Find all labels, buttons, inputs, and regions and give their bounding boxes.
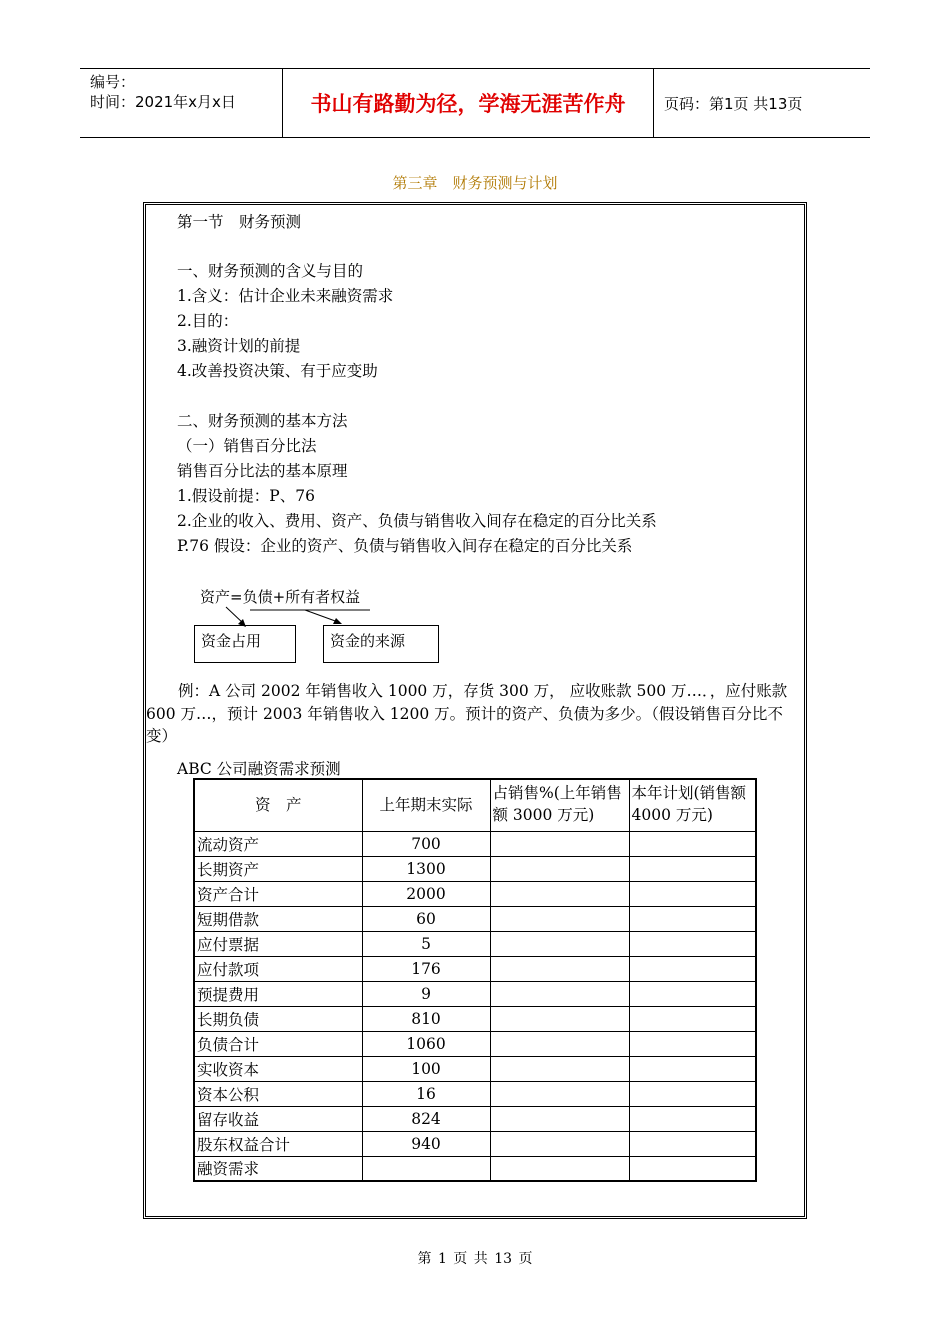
- row-actual-value: 2000: [362, 881, 490, 906]
- table-row: [194, 1031, 756, 1056]
- table-row: [194, 856, 756, 881]
- table-row: [194, 1131, 756, 1156]
- row-actual-value: 16: [362, 1081, 490, 1106]
- row-plan-cell: [629, 1106, 756, 1131]
- forecast-table: [193, 778, 757, 1182]
- heading-2: 二、财务预测的基本方法: [177, 412, 348, 430]
- row-plan-cell: [629, 981, 756, 1006]
- row-percent-cell: [490, 1156, 629, 1181]
- table-row: [194, 1081, 756, 1106]
- row-percent-cell: [490, 931, 629, 956]
- text-line: 1.含义：估计企业未来融资需求: [177, 287, 394, 305]
- table-row: [194, 1106, 756, 1131]
- row-actual-value: 60: [362, 906, 490, 931]
- header-time: 时间：2021年x月x日: [90, 93, 236, 111]
- col-header-plan: 本年计划(销售额 4000 万元): [629, 779, 756, 831]
- row-plan-cell: [629, 1131, 756, 1156]
- page-header: [80, 68, 870, 138]
- row-actual-value: 810: [362, 1006, 490, 1031]
- text-line: 1.假设前提：P、76: [177, 487, 315, 505]
- row-percent-cell: [490, 831, 629, 856]
- row-plan-cell: [629, 906, 756, 931]
- equation-diagram: [180, 580, 460, 670]
- equation-text: 资产=负债+所有者权益: [200, 588, 361, 606]
- text-line: 4.改善投资决策、有于应变助: [177, 362, 378, 380]
- row-label: 长期资产: [194, 856, 362, 881]
- row-plan-cell: [629, 856, 756, 881]
- row-label: 融资需求: [194, 1156, 362, 1181]
- row-plan-cell: [629, 881, 756, 906]
- row-actual-value: 824: [362, 1106, 490, 1131]
- row-percent-cell: [490, 906, 629, 931]
- box-funds-source: [323, 625, 439, 663]
- row-label: 实收资本: [194, 1056, 362, 1081]
- row-percent-cell: [490, 1081, 629, 1106]
- row-actual-value: 100: [362, 1056, 490, 1081]
- row-percent-cell: [490, 981, 629, 1006]
- row-actual-value: 700: [362, 831, 490, 856]
- table-row: [194, 1056, 756, 1081]
- page-footer: 第 1 页 共 13 页: [417, 1251, 533, 1267]
- col-header-asset: 资 产: [194, 779, 362, 831]
- row-label: 长期负债: [194, 1006, 362, 1031]
- table-header-row: [194, 779, 756, 831]
- row-label: 应付票据: [194, 931, 362, 956]
- text-line: 销售百分比法的基本原理: [177, 462, 348, 480]
- table-row: [194, 981, 756, 1006]
- row-actual-value: 1060: [362, 1031, 490, 1056]
- text-line: 2.目的：: [177, 312, 239, 330]
- col-header-actual: 上年期末实际: [362, 779, 490, 831]
- row-label: 资本公积: [194, 1081, 362, 1106]
- row-percent-cell: [490, 1131, 629, 1156]
- table-row: [194, 831, 756, 856]
- row-actual-value: 9: [362, 981, 490, 1006]
- header-page-info: 页码：第1页 共13页: [664, 94, 803, 113]
- row-plan-cell: [629, 1156, 756, 1181]
- row-plan-cell: [629, 956, 756, 981]
- row-plan-cell: [629, 1056, 756, 1081]
- header-left: [80, 69, 282, 137]
- row-percent-cell: [490, 881, 629, 906]
- heading-1: 一、财务预测的含义与目的: [177, 262, 364, 280]
- row-label: 应付款项: [194, 956, 362, 981]
- box-left-label: 资金占用: [201, 632, 262, 650]
- row-label: 资产合计: [194, 881, 362, 906]
- row-label: 流动资产: [194, 831, 362, 856]
- table-body: [194, 831, 756, 1181]
- row-percent-cell: [490, 1106, 629, 1131]
- row-actual-value: 940: [362, 1131, 490, 1156]
- table-row: [194, 881, 756, 906]
- table-row: [194, 931, 756, 956]
- table-row: [194, 906, 756, 931]
- row-label: 短期借款: [194, 906, 362, 931]
- row-plan-cell: [629, 1031, 756, 1056]
- row-actual-value: 1300: [362, 856, 490, 881]
- row-percent-cell: [490, 956, 629, 981]
- row-plan-cell: [629, 831, 756, 856]
- col-header-percent: 占销售%(上年销售额 3000 万元): [490, 779, 629, 831]
- header-number: 编号：: [90, 73, 136, 91]
- row-percent-cell: [490, 1031, 629, 1056]
- row-plan-cell: [629, 1006, 756, 1031]
- row-label: 留存收益: [194, 1106, 362, 1131]
- row-plan-cell: [629, 1081, 756, 1106]
- table-title: ABC 公司融资需求预测: [177, 760, 341, 778]
- section-title: 第一节 财务预测: [177, 213, 302, 231]
- table-row: [194, 1156, 756, 1181]
- row-label: 负债合计: [194, 1031, 362, 1056]
- text-line: P.76 假设：企业的资产、负债与销售收入间存在稳定的百分比关系: [177, 537, 633, 555]
- row-label: 股东权益合计: [194, 1131, 362, 1156]
- row-actual-value: 5: [362, 931, 490, 956]
- text-line: 2.企业的收入、费用、资产、负债与销售收入间存在稳定的百分比关系: [177, 512, 657, 530]
- row-percent-cell: [490, 1006, 629, 1031]
- example-paragraph: 例：A 公司 2002 年销售收入 1000 万，存货 300 万， 应收账款 500 万…．，应付账款 600 万…，预计 2003 年销售收入 1200 万。预计的资产、负债为多少。（假设销售百分比不变）: [146, 682, 788, 745]
- chapter-title: 第三章 财务预测与计划: [392, 174, 558, 192]
- box-funds-usage: [194, 625, 296, 663]
- row-percent-cell: [490, 856, 629, 881]
- table-row: [194, 1006, 756, 1031]
- table-row: [194, 956, 756, 981]
- header-motto: 书山有路勤为径，学海无涯苦作舟: [282, 69, 654, 137]
- text-line: 3.融资计划的前提: [177, 337, 301, 355]
- row-actual-value: [362, 1156, 490, 1181]
- row-label: 预提费用: [194, 981, 362, 1006]
- heading-3: （一）销售百分比法: [177, 437, 317, 455]
- row-percent-cell: [490, 1056, 629, 1081]
- box-right-label: 资金的来源: [330, 632, 406, 650]
- row-plan-cell: [629, 931, 756, 956]
- row-actual-value: 176: [362, 956, 490, 981]
